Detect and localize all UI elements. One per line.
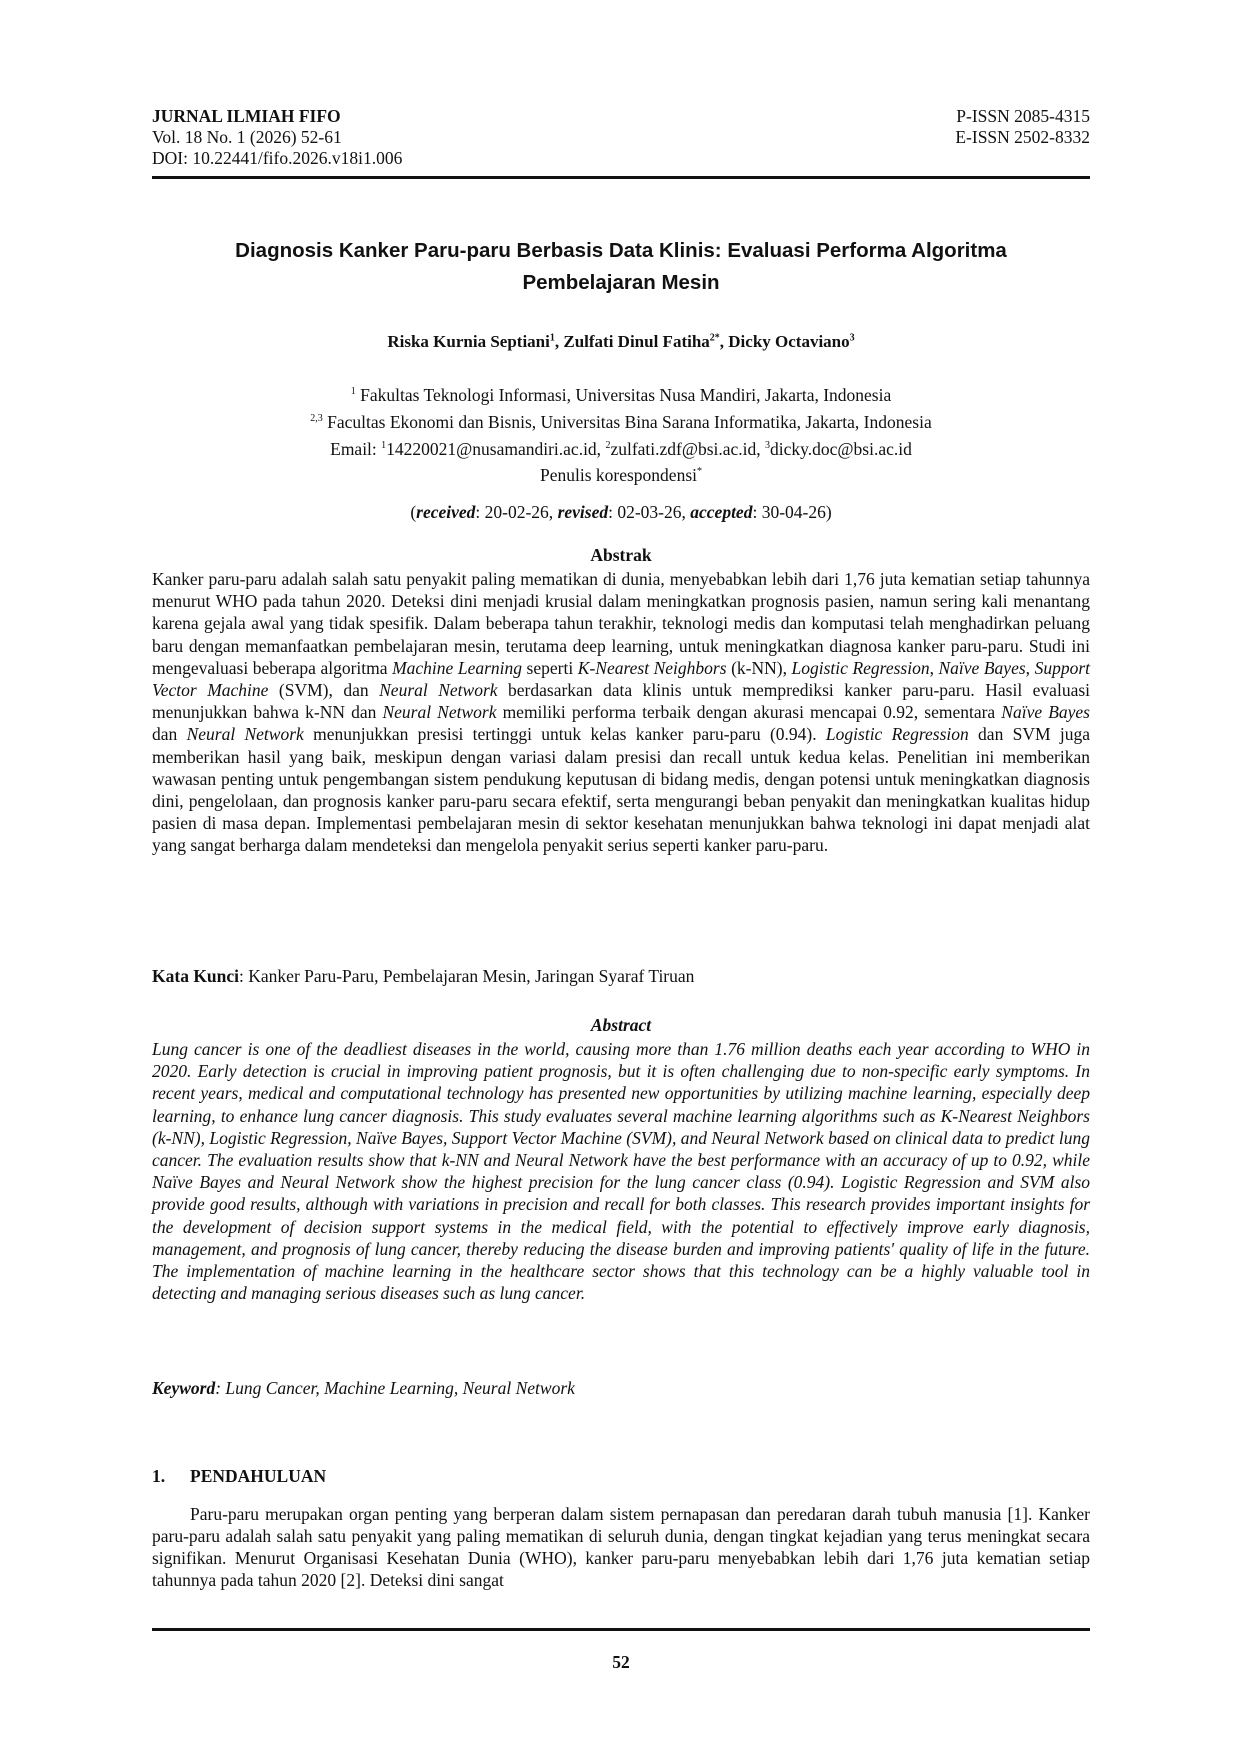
abstrak-italic: Neural Network	[186, 724, 304, 745]
affiliation-2-sup: 2,3	[310, 412, 323, 424]
email-3-sup: 3	[765, 439, 771, 451]
email-1-sup: 1	[381, 439, 387, 451]
author-1-sup: 1	[549, 332, 555, 344]
abstrak-text: seperti	[522, 657, 578, 678]
abstract-heading: Abstract	[590, 1015, 652, 1035]
affiliation-1	[152, 380, 1090, 407]
abstrak-italic: Support Vector Machine	[152, 657, 1091, 701]
abstrak-italic: Neural Network	[382, 702, 497, 723]
revised-label: revised	[557, 502, 609, 522]
affiliation-2	[152, 407, 1090, 434]
section-title: PENDAHULUAN	[190, 1466, 327, 1486]
abstrak-text: dan SVM juga memberikan hasil yang baik, meskipun dengan variasi dalam presisi dan recall untuk kedua kelas. Penelitian ini memberikan wawasan penting untuk pengembangan sistem pendukung keputusan di bidang medis, dengan potensi untuk meningkatkan diagnosis dini, pengelolaan, dan prognosis kanker paru-paru secara efektif, serta mengurangi beban penyakit dan meningkatkan kualitas hidup pasien di masa depan. Implementasi pembelajaran mesin di sektor kesehatan menunjukkan bahwa teknologi ini dapat menjadi alat yang sangat berharga dalam mendeteksi dan mengelola penyakit serius seperti kanker paru-paru.	[152, 724, 1090, 856]
abstrak-italic: Logistic Regression	[825, 724, 969, 745]
page-number: 52	[612, 1652, 630, 1672]
abstrak-italic: Naïve Bayes	[938, 657, 1026, 678]
email-label: Email:	[330, 438, 382, 459]
journal-name: JURNAL ILMIAH FIFO	[152, 106, 341, 126]
submission-dates: (received: 20-02-26, revised: 02-03-26, accepted: 30-04-26)	[410, 502, 832, 522]
p-issn: P-ISSN 2085-4315	[956, 106, 1090, 126]
abstrak-heading: Abstrak	[590, 545, 652, 565]
abstract-body: Lung cancer is one of the deadliest diseases in the world, causing more than 1.76 million deaths each year according to WHO in 2020. Early detection is crucial in improving patient prognosis, but it is often challenging due to non-specific early symptoms. In recent years, medical and computational technology has presented new opportunities by utilizing machine learning, especially deep learning, to enhance lung cancer diagnosis. This study evaluates several machine learning algorithms such as K-Nearest Neighbors (k-NN), Logistic Regression, Naïve Bayes, Support Vector Machine (SVM), and Neural Network based on clinical data to predict lung cancer. The evaluation results show that k-NN and Neural Network have the best performance with an accuracy of up to 0.92, while Naïve Bayes and Neural Network show the highest precision for the lung cancer class (0.94). Logistic Regression and SVM also provide good results, although with variations in precision and recall for both classes. This research provides important insights for the development of decision support systems in the medical field, with the potential to effectively improve early diagnosis, management, and prognosis of lung cancer, thereby reducing the disease burden and improving patients' quality of life in the future. The implementation of machine learning in the healthcare sector shows that this technology can be a highly valuable tool in detecting and managing serious diseases such as lung cancer.	[152, 1039, 1090, 1304]
section-heading	[152, 1466, 326, 1487]
header-rule	[152, 176, 1090, 179]
e-issn: E-ISSN 2502-8332	[955, 127, 1090, 147]
received-date: : 20-02-26,	[475, 502, 558, 522]
affiliation-2-text: Facultas Ekonomi dan Bisnis, Universitas Bina Sarana Informatika, Jakarta, Indonesia	[327, 411, 932, 432]
abstrak-text: dan	[152, 724, 187, 745]
section-body: Paru-paru merupakan organ penting yang berperan dalam sistem pernapasan dan peredaran darah tubuh manusia [1]. Kanker paru-paru adalah salah satu penyakit yang paling mematikan di seluruh dunia, dengan tingkat kejadian yang terus meningkat secara signifikan. Menurut Organisasi Kesehatan Dunia (WHO), kanker paru-paru menyebabkan lebih dari 1,76 juta kematian setiap tahunnya pada tahun 2020 [2]. Deteksi dini sangat	[152, 1504, 1090, 1590]
email-1[interactable]: 14220021@nusamandiri.ac.id,	[386, 438, 606, 459]
abstrak-text: ,	[1025, 657, 1035, 678]
footer-rule	[152, 1628, 1090, 1631]
abstrak-italic: Logistic Regression	[791, 657, 930, 678]
abstrak-body	[152, 568, 1090, 857]
kata-kunci-label: Kata Kunci	[152, 966, 240, 986]
correspondence-sup: *	[697, 466, 702, 478]
journal-header	[152, 106, 1090, 169]
abstrak-text: (SVM), dan	[268, 680, 380, 701]
abstrak-text: (k-NN),	[726, 657, 792, 678]
abstrak-italic: Naïve Bayes	[1001, 702, 1090, 723]
accepted-date: : 30-04-26)	[752, 502, 832, 522]
revised-date: : 02-03-26,	[608, 502, 691, 522]
email-line	[152, 434, 1090, 461]
doi[interactable]: DOI: 10.22441/fifo.2026.v18i1.006	[152, 148, 403, 168]
affiliation-1-sup: 1	[350, 386, 356, 397]
abstrak-italic: Neural Network	[379, 680, 498, 701]
author-3-sup: 3	[849, 332, 855, 344]
keyword-text: : Lung Cancer, Machine Learning, Neural Network	[215, 1378, 575, 1398]
author-3: Dicky Octaviano	[728, 332, 850, 351]
correspondence-text: Penulis korespondensi	[539, 465, 697, 486]
abstrak-text: menunjukkan presisi tertinggi untuk kelas kanker paru-paru (0.94).	[303, 724, 826, 745]
abstrak-italic: Machine Learning	[392, 657, 523, 678]
email-2-sup: 2	[605, 439, 611, 451]
affiliation-1-text: Fakultas Teknologi Informasi, Universitas Nusa Mandiri, Jakarta, Indonesia	[360, 384, 892, 405]
author-2-sup: 2*	[709, 332, 720, 344]
title-line-2: Pembelajaran Mesin	[522, 271, 720, 294]
email-2[interactable]: zulfati.zdf@bsi.ac.id,	[610, 438, 766, 459]
author-2: Zulfati Dinul Fatiha	[563, 332, 710, 351]
paper-title	[152, 235, 1090, 299]
author-1: Riska Kurnia Septiani	[387, 332, 550, 351]
accepted-label: accepted	[690, 502, 753, 522]
author-list: Riska Kurnia Septiani$^1$, Zulfati Dinul Fatiha$^{2*}$, Dicky Octaviano$^3$	[387, 332, 855, 351]
affiliations	[152, 380, 1090, 487]
volume-info: Vol. 18 No. 1 (2026) 52-61	[152, 127, 342, 147]
keyword	[152, 1378, 1090, 1399]
keyword-label: Keyword	[152, 1378, 216, 1398]
abstrak-text: berdasarkan data klinis untuk memprediksi kanker paru-paru. Hasil evaluasi menunjukkan bahwa k-NN dan	[152, 680, 1091, 723]
received-label: received	[416, 502, 476, 522]
email-3[interactable]: dicky.doc@bsi.ac.id	[770, 438, 912, 459]
abstrak-italic: K-Nearest Neighbors	[577, 657, 727, 678]
abstrak-text: Kanker paru-paru adalah salah satu penyakit paling mematikan di dunia, menyebabkan lebih dari 1,76 juta kematian setiap tahunnya menurut WHO pada tahun 2020. Deteksi dini menjadi krusial dalam meningkatkan prognosis pasien, namun sering kali menantang karena gejala awal yang tidak spesifik. Dalam beberapa tahun terakhir, teknologi medis dan komputasi telah menghadirkan peluang baru dengan memanfaatkan pembelajaran mesin, terutama deep learning, untuk meningkatkan diagnosa kanker paru-paru. Studi ini mengevaluasi beberapa algoritma	[152, 569, 1090, 678]
abstrak-text: memiliki performa terbaik dengan akurasi mencapai 0.92, sementara	[496, 702, 1002, 723]
title-line-1: Diagnosis Kanker Paru-paru Berbasis Data Klinis: Evaluasi Performa Algoritma	[235, 239, 1007, 262]
kata-kunci-text: : Kanker Paru-Paru, Pembelajaran Mesin, Jaringan Syaraf Tiruan	[239, 966, 695, 986]
correspondence-note	[152, 460, 1090, 487]
section-number: 1.	[152, 1466, 166, 1486]
abstrak-text: ,	[929, 657, 939, 678]
kata-kunci	[152, 966, 1090, 987]
